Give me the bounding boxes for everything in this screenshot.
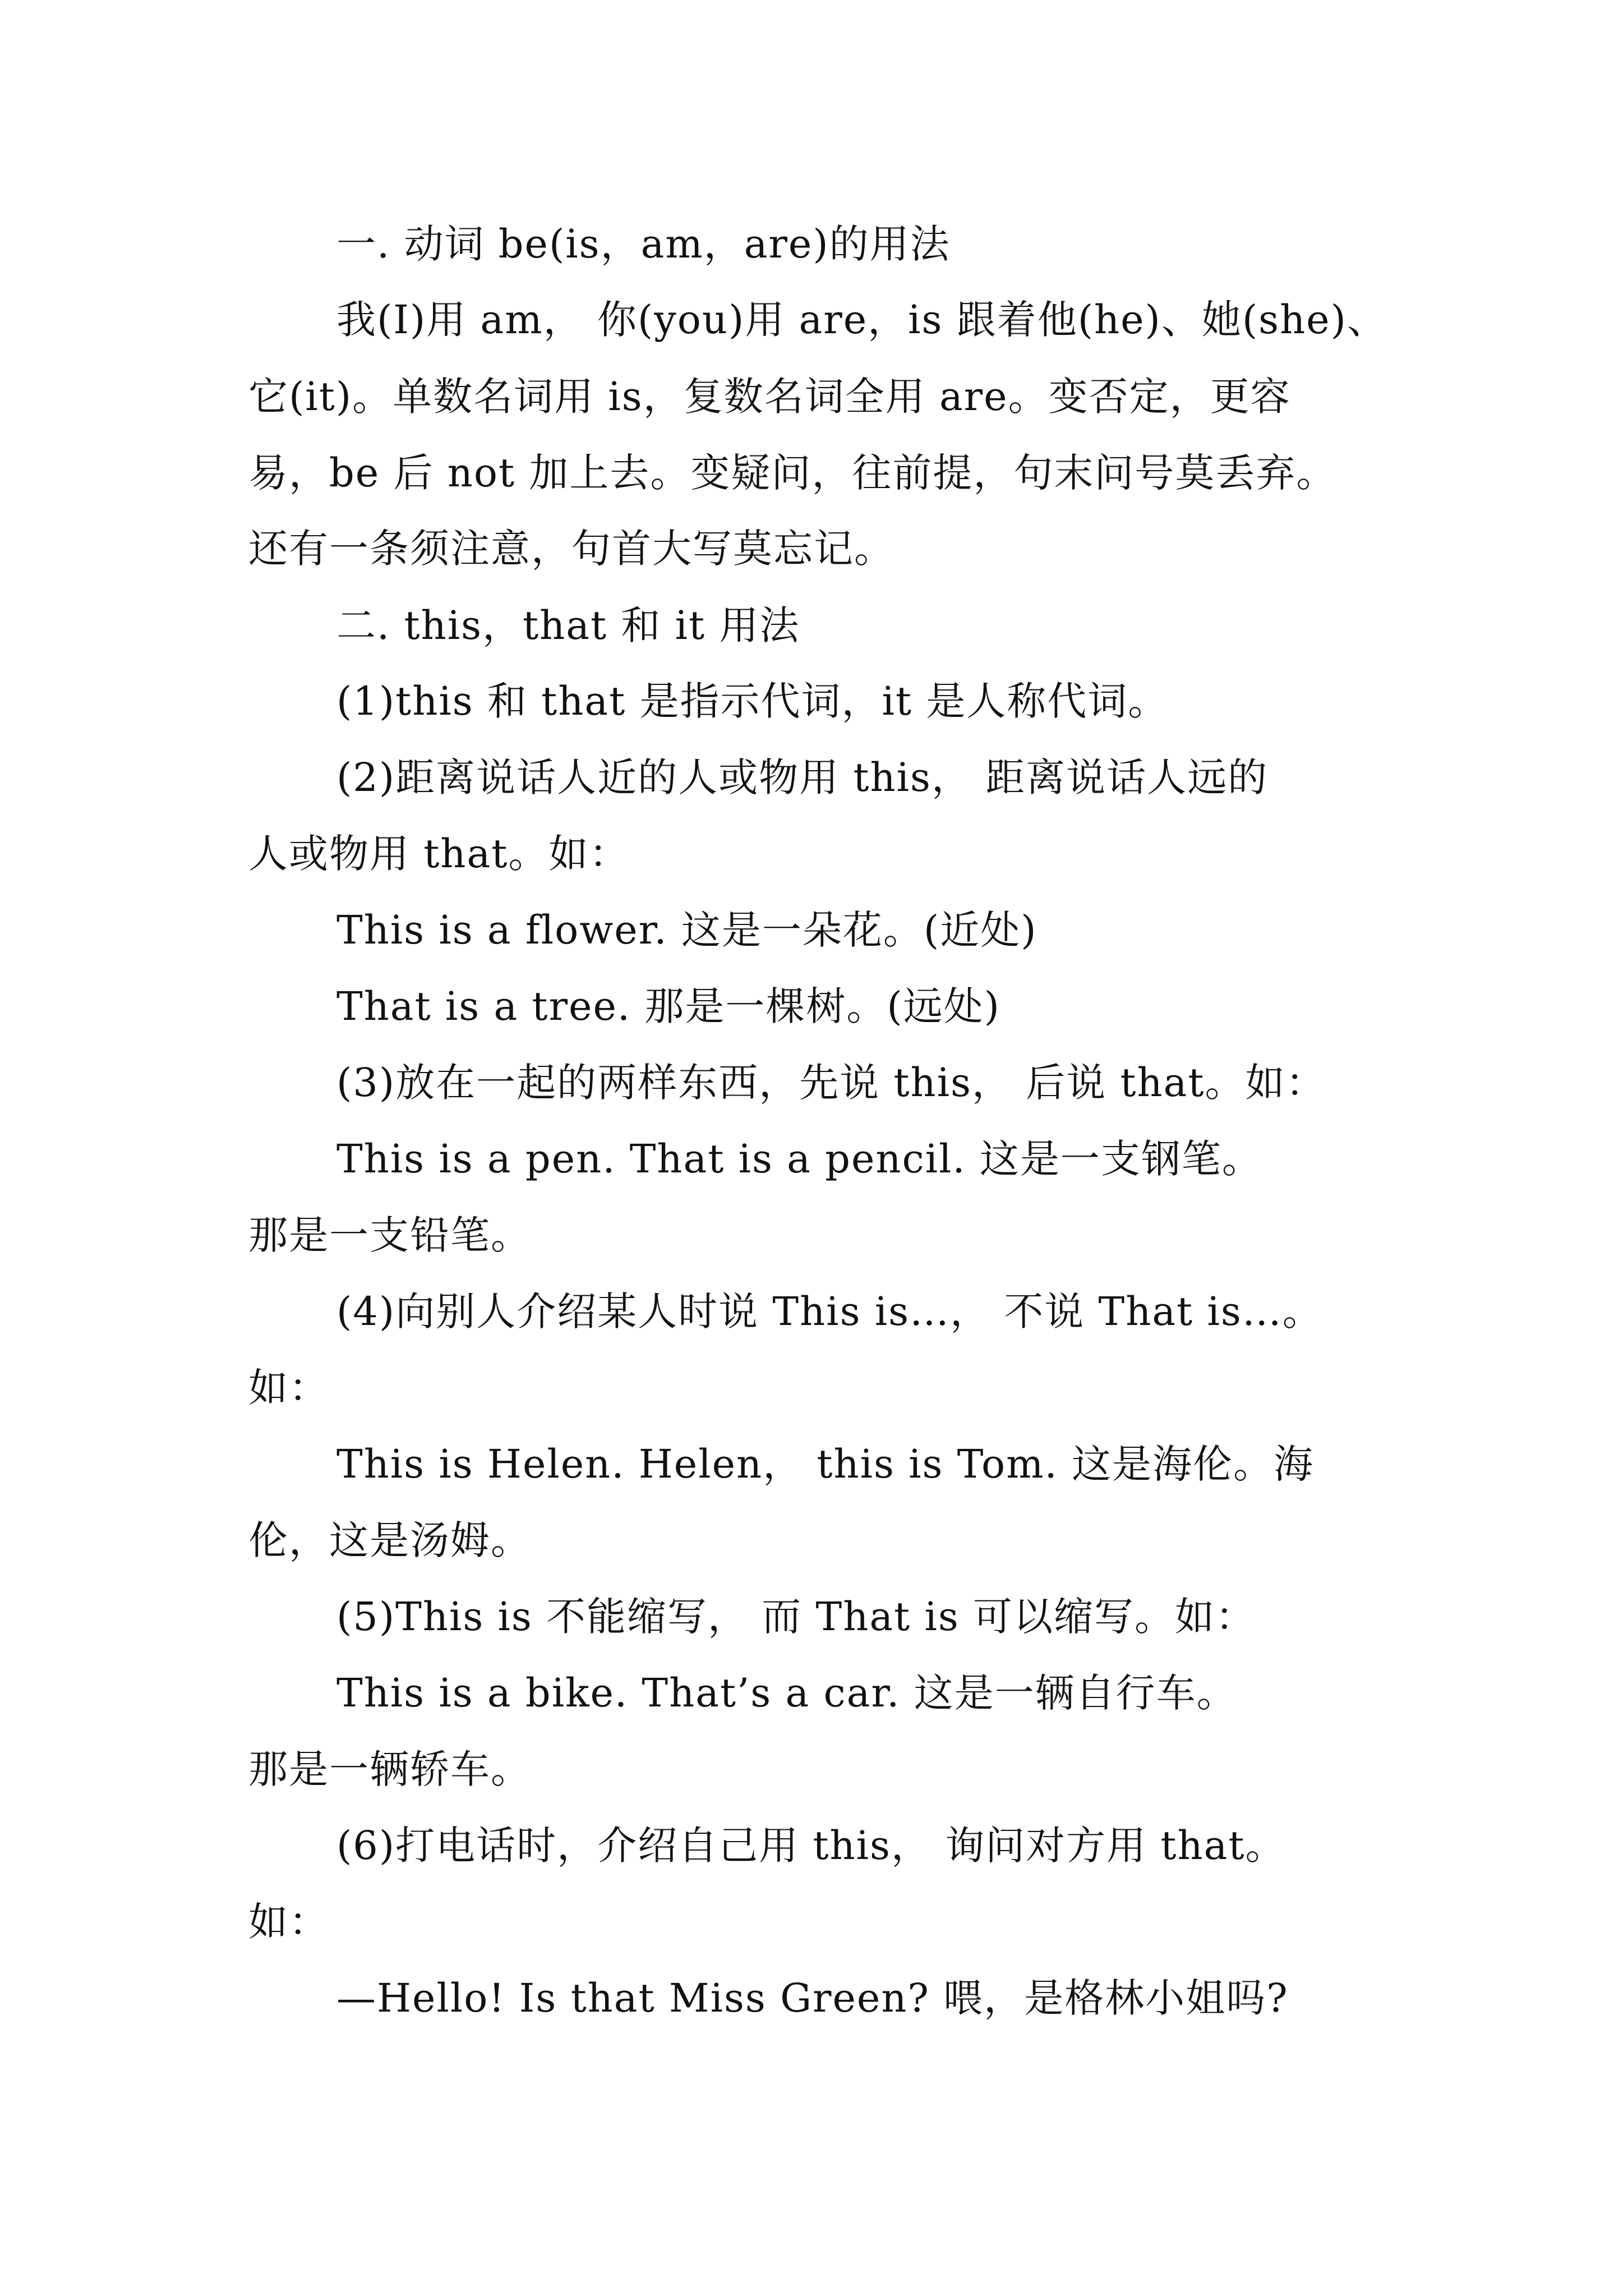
example-line: This is a pen. That is a pencil. 这是一支钢笔。 [336,1136,1262,1182]
paragraph-line: (5)This is 不能缩写， 而 That is 可以缩写。如： [336,1594,1256,1640]
example-line: This is Helen. Helen， this is Tom. 这是海伦。海 [336,1441,1314,1487]
paragraph-line: 易，be 后 not 加上去。变疑问，往前提，句末问号莫丢弃。 [248,450,1337,496]
section-heading-be: 一. 动词 be(is，am，are)的用法 [336,221,951,267]
paragraph-line: (6)打电话时，介绍自己用 this， 询问对方用 that。 [336,1823,1286,1869]
paragraph-line: 它(it)。单数名词用 is，复数名词全用 are。变否定，更容 [248,374,1291,420]
paragraph-line: (1)this 和 that 是指示代词，it 是人称代词。 [336,678,1169,724]
example-line: This is a flower. 这是一朵花。(近处) [336,907,1038,953]
paragraph-line: 如： [248,1365,329,1411]
example-line: 那是一辆轿车。 [248,1746,531,1792]
paragraph-line: 还有一条须注意，句首大写莫忘记。 [248,526,895,572]
example-line: That is a tree. 那是一棵树。(远处) [336,983,1000,1029]
example-line: This is a bike. That’s a car. 这是一辆自行车。 [336,1670,1237,1716]
section-heading-this-that: 二. this，that 和 it 用法 [336,602,800,648]
example-line: 伦，这是汤姆。 [248,1517,531,1563]
example-line: —Hello! Is that Miss Green? 喂，是格林小姐吗? [336,1975,1289,2021]
paragraph-line: 如： [248,1899,329,1945]
paragraph-line: 我(I)用 am， 你(you)用 are，is 跟着他(he)、她(she)、 [336,297,1387,343]
example-line: 那是一支铅笔。 [248,1212,531,1258]
paragraph-line: (4)向别人介绍某人时说 This is…， 不说 That is…。 [336,1289,1323,1335]
paragraph-line: (3)放在一起的两样东西，先说 this， 后说 that。如： [336,1060,1326,1106]
paragraph-line: (2)距离说话人近的人或物用 this， 距离说话人远的 [336,754,1269,800]
paragraph-line: 人或物用 that。如： [248,831,630,877]
